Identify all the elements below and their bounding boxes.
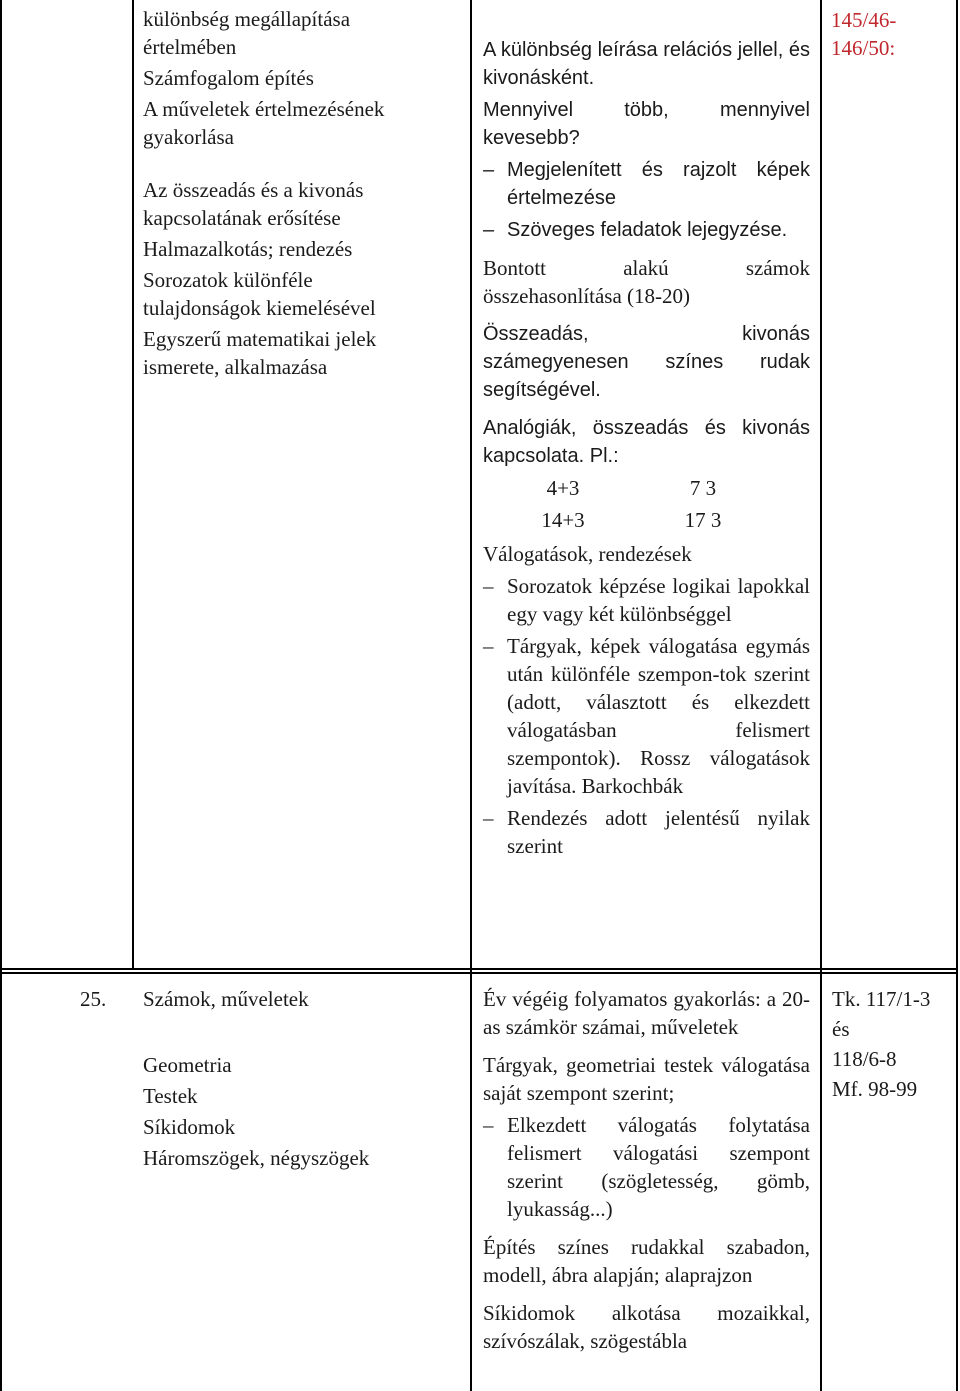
reference-line: Mf. 98-99 <box>832 1077 918 1101</box>
activity-text: Válogatások, rendezések <box>483 542 692 566</box>
column-divider-3 <box>820 0 822 1391</box>
topic-item: A műveletek értelmezésének gyakorlása <box>143 97 385 149</box>
topic-item: Sorozatok különféle tulajdonságok kiemelésével <box>143 268 376 320</box>
column-divider-2 <box>470 0 472 1391</box>
table-right-border <box>956 0 958 1391</box>
activity-bullet: – Tárgyak, képek válogatása egymás után különféle szempon-tok szerint (adott, választott és elkezdett válogatásban felismert szempontok). Rossz válogatások javítása. Barkochbák <box>483 632 810 800</box>
topic-item: Testek <box>143 1084 198 1108</box>
activity-text: Analógiák, összeadás és kivonás kapcsolata. Pl.: <box>483 417 810 467</box>
topic-item: Számfogalom építés <box>143 66 314 90</box>
activity-bullet: – Megjelenített és rajzolt képek értelmezése <box>483 156 810 212</box>
table-left-border <box>0 0 2 1391</box>
analogy-example-row <box>483 506 810 534</box>
topic-item: különbség megállapítása értelmében <box>143 7 351 59</box>
topic-item: Halmazalkotás; rendezés <box>143 237 353 261</box>
activity-text: Bontott alakú számok összehasonlítása (18-20) <box>483 256 810 308</box>
topic-item: Háromszögek, négyszögek <box>143 1146 370 1170</box>
activity-bullet: – Rendezés adott jelentésű nyilak szerint <box>483 804 810 860</box>
activity-bullet: – Sorozatok képzése logikai lapokkal egy vagy két különbséggel <box>483 572 810 628</box>
analogy-subtraction: 17 3 <box>684 508 722 532</box>
reference-line: 118/6-8 <box>832 1047 897 1071</box>
activities-cell <box>483 36 810 860</box>
activity-text: Összeadás, kivonás számegyenesen színes rudak segítségével. <box>483 323 810 401</box>
topic-item: Az összeadás és a kivonás kapcsolatának erősítése <box>143 178 364 230</box>
row-divider <box>0 968 958 970</box>
topic-item: Számok, műveletek <box>143 987 309 1011</box>
activity-text: Síkidomok alkotása mozaikkal, szívószálak, szögestábla <box>483 1301 810 1353</box>
row-divider-second <box>0 972 958 974</box>
analogy-addition: 14+3 <box>541 508 585 532</box>
column-divider-1 <box>132 0 134 970</box>
analogy-subtraction: 7 3 <box>689 476 717 500</box>
textbook-reference: 145/46-146/50: <box>831 8 897 60</box>
activity-text: Mennyivel több, mennyivel kevesebb? <box>483 99 810 149</box>
analogy-addition: 4+3 <box>546 476 580 500</box>
textbook-reference <box>832 985 952 1103</box>
reference-line: Tk. 117/1-3 <box>832 987 931 1011</box>
topic-item: Síkidomok <box>143 1115 236 1139</box>
analogy-example-row <box>483 474 810 502</box>
topic-item: Egyszerű matematikai jelek ismerete, alkalmazása <box>143 327 377 379</box>
topics-cell <box>143 5 433 381</box>
activity-text: Tárgyak, geometriai testek válogatása saját szempont szerint; <box>483 1053 810 1105</box>
activities-cell <box>483 985 810 1355</box>
activity-bullet: – Szöveges feladatok lejegyzése. <box>483 216 810 244</box>
activity-text: Év végéig folyamatos gyakorlás: a 20-as számkör számai, műveletek <box>483 987 810 1039</box>
topic-item: Geometria <box>143 1053 232 1077</box>
activity-text: A különbség leírása relációs jellel, és kivonásként. <box>483 39 810 89</box>
activity-text: Építés színes rudakkal szabadon, modell, ábra alapján; alaprajzon <box>483 1235 810 1287</box>
row-number: 25. <box>80 987 107 1011</box>
topics-cell <box>143 985 443 1172</box>
activity-bullet: – Elkezdett válogatás folytatása felismert válogatási szempont szerint (szögletesség, gömb, lyukasság...) <box>483 1111 810 1223</box>
reference-line: és <box>832 1017 850 1041</box>
